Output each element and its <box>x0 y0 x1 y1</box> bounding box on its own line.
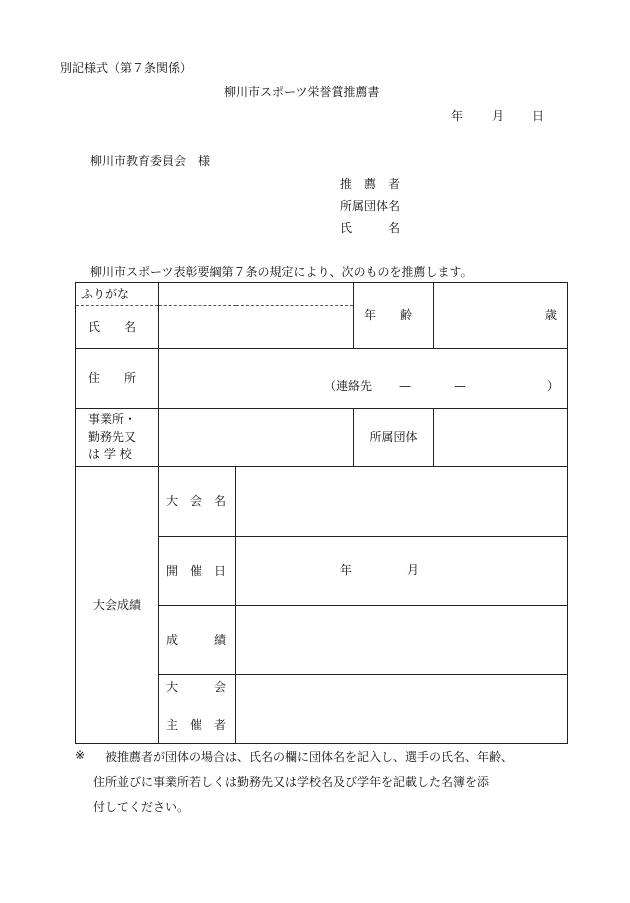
furigana-label: ふりがな <box>81 286 130 301</box>
recommender-label: 推 薦 者 <box>340 177 401 191</box>
note-line-2: 住所並びに事業所若しくは勤務先又は学校名及び学年を記載した名簿を添 <box>93 775 490 789</box>
performance-label-cell <box>159 606 236 675</box>
contact-line <box>159 380 567 394</box>
affiliation-label-cell <box>354 409 434 467</box>
meet-date-field[interactable] <box>236 537 568 606</box>
recommender-name-label: 氏 名 <box>340 221 401 235</box>
furigana-row <box>76 283 568 306</box>
workplace-label-line2: 勤務先又 <box>88 429 137 444</box>
name-field[interactable] <box>159 306 354 349</box>
name-label: 氏 名 <box>88 319 137 334</box>
recommendation-table <box>75 282 568 744</box>
meet-date-line <box>236 564 567 578</box>
page-title: 柳川市スポーツ栄誉賞推薦書 <box>224 85 380 99</box>
workplace-label-line3: は 学 校 <box>88 447 132 462</box>
meet-name-row <box>76 467 568 537</box>
meet-date-year: 年 <box>340 563 353 577</box>
performance-label: 成 績 <box>166 632 227 647</box>
form-label: 別記様式（第７条関係） <box>60 61 193 75</box>
intro-text: 柳川市スポーツ表彰要綱第７条の規定により、次のものを推薦します。 <box>90 265 473 279</box>
age-label: 年 齢 <box>364 308 413 323</box>
address-label: 住 所 <box>88 371 137 386</box>
note-line-1: 被推薦者が団体の場合は、氏名の欄に団体名を記入し、選手の氏名、年齢、 <box>93 750 514 764</box>
furigana-label-cell <box>76 283 159 306</box>
name-label-cell <box>76 306 159 349</box>
workplace-label-line1: 事業所・ <box>88 412 137 427</box>
meet-name-field[interactable] <box>236 467 568 537</box>
organizer-label-line1: 大 会 <box>166 680 227 694</box>
age-label-cell <box>354 283 434 349</box>
date-month: 月 <box>492 109 505 123</box>
meet-name-label: 大 会 名 <box>166 494 227 509</box>
age-unit: 歳 <box>544 308 557 323</box>
note-mark: ※ <box>75 748 86 762</box>
contact-dash-2: — <box>454 379 466 393</box>
meet-name-label-cell <box>159 467 236 537</box>
contact-close: ） <box>547 379 560 393</box>
meet-date-label-cell <box>159 537 236 606</box>
meet-date-month: 月 <box>407 563 420 577</box>
results-section-label: 大会成績 <box>92 597 141 612</box>
workplace-field[interactable] <box>159 409 354 467</box>
meet-date-label: 開 催 日 <box>166 563 227 578</box>
workplace-label-cell <box>76 409 159 467</box>
contact-open: （連絡先 <box>324 379 373 393</box>
address-row <box>76 349 568 409</box>
results-section-cell <box>76 467 159 744</box>
performance-field[interactable] <box>236 606 568 675</box>
organizer-label-cell <box>159 675 236 744</box>
age-field[interactable] <box>434 283 568 349</box>
address-field[interactable] <box>159 349 568 409</box>
addressee: 柳川市教育委員会 様 <box>90 154 211 168</box>
furigana-field[interactable] <box>159 283 354 306</box>
workplace-row <box>76 409 568 467</box>
organizer-field[interactable] <box>236 675 568 744</box>
date-year: 年 <box>451 109 464 123</box>
contact-dash-1: — <box>399 379 411 393</box>
date-day: 日 <box>532 109 545 123</box>
affiliation-label: 所属団体 <box>369 430 418 445</box>
recommender-org-label: 所属団体名 <box>340 199 401 213</box>
address-label-cell <box>76 349 159 409</box>
note-line-3: 付してください。 <box>93 800 190 814</box>
affiliation-field[interactable] <box>434 409 568 467</box>
organizer-label-line2: 主 催 者 <box>166 718 227 733</box>
